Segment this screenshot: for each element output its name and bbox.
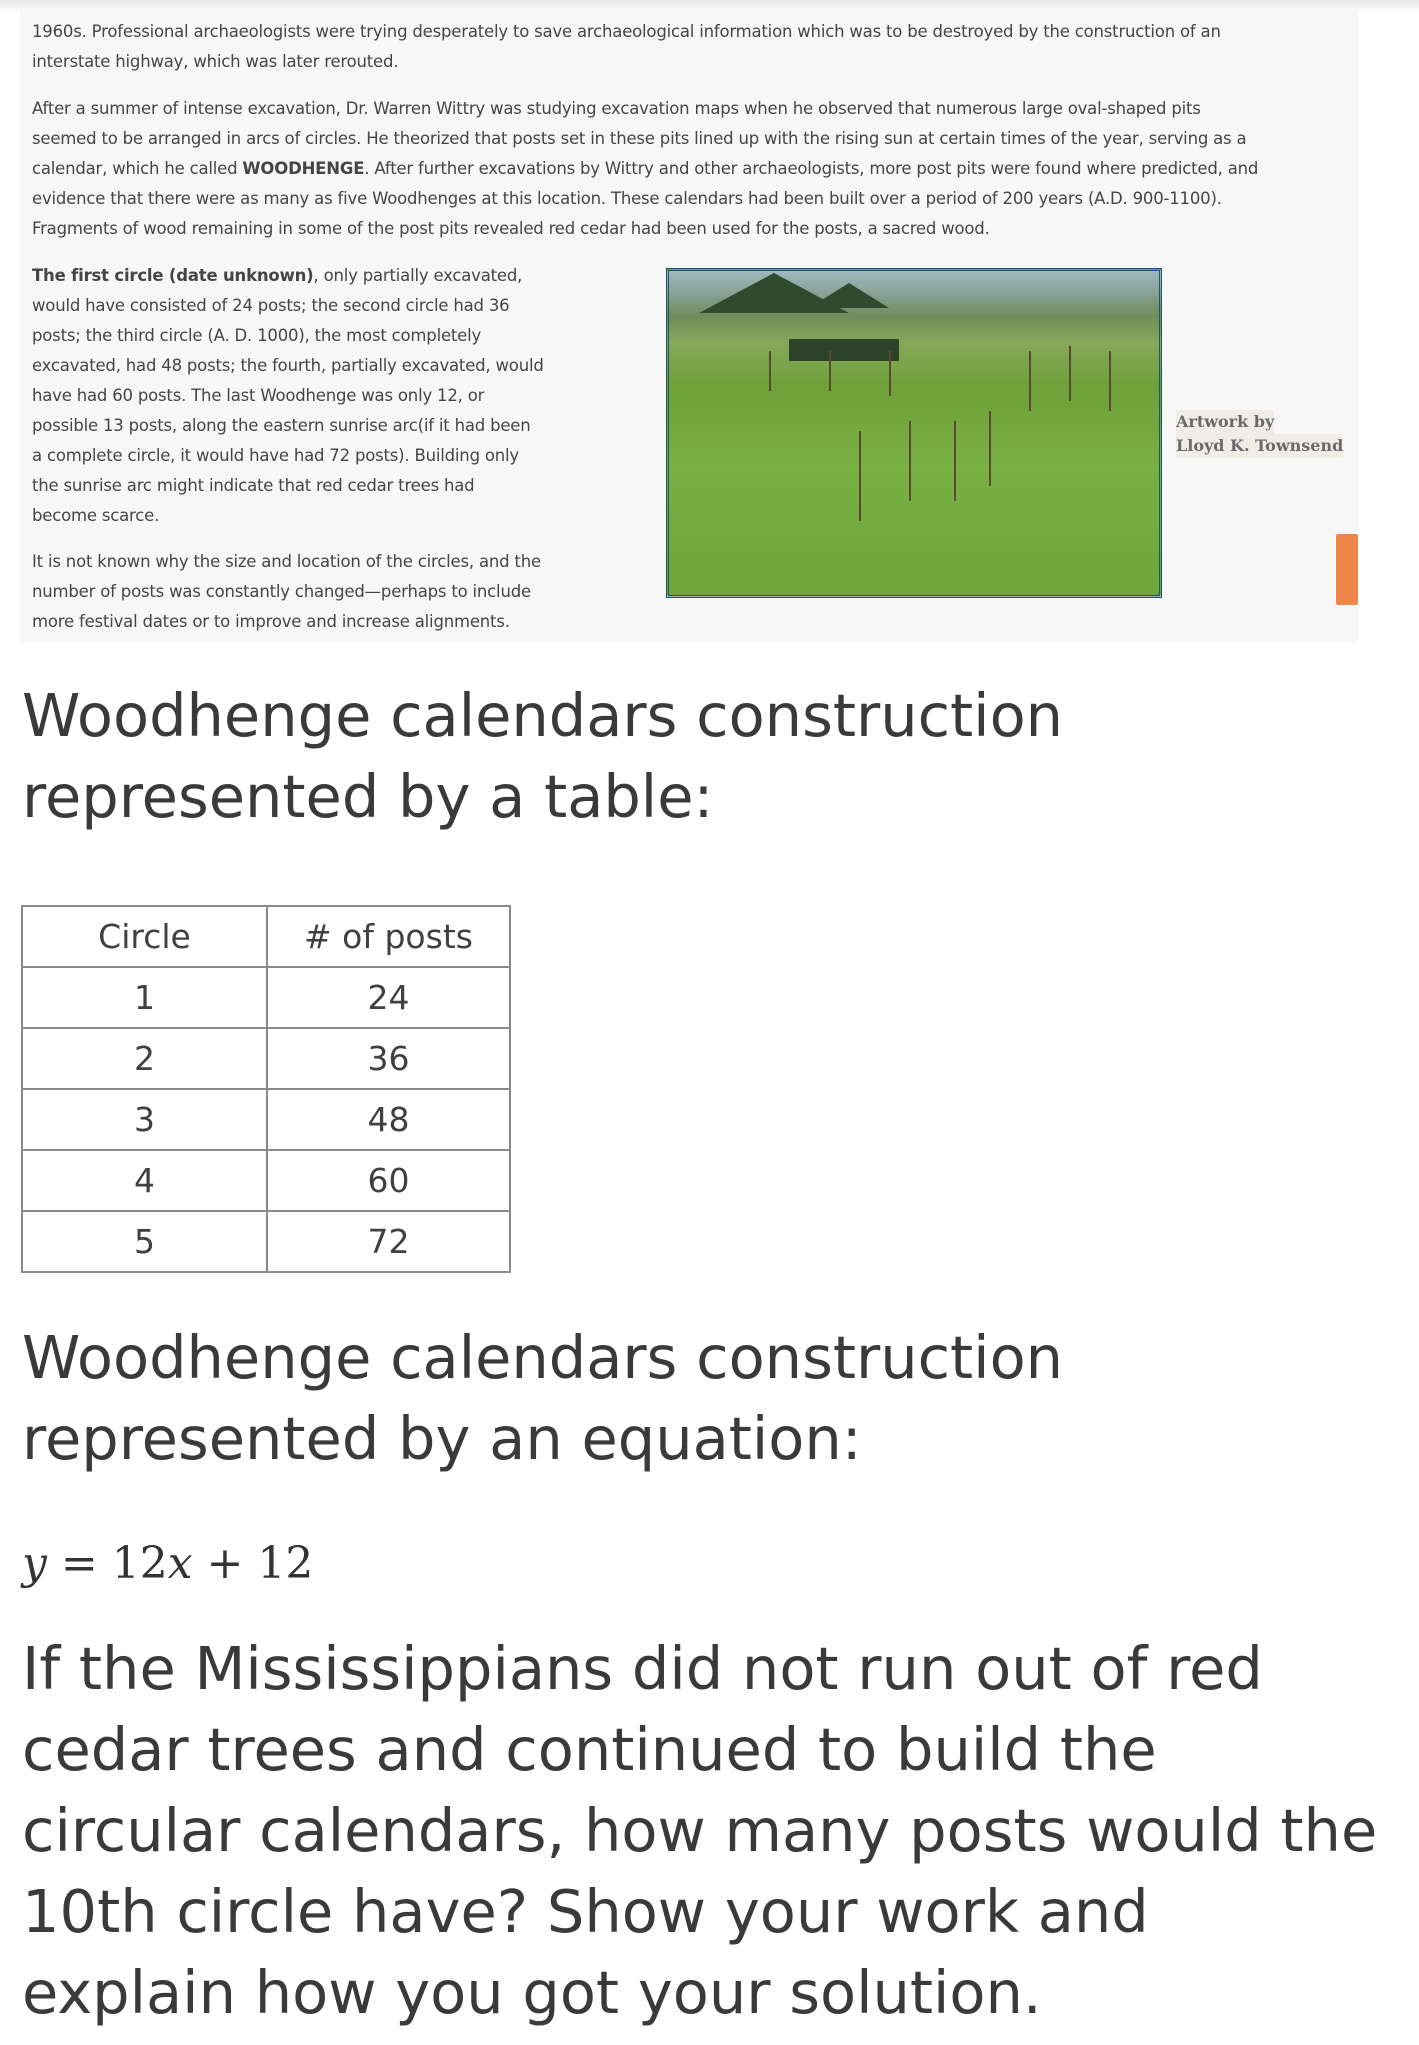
circles-posts-table — [21, 905, 511, 1273]
credit-line: Artwork by — [1176, 410, 1274, 434]
text-line: number of posts was constantly changed—perhaps to include — [32, 582, 531, 601]
heading-line: Woodhenge calendars construction — [22, 1323, 1064, 1392]
header-circle: Circle — [22, 906, 267, 967]
question-line: 10th circle have? Show your work and — [22, 1877, 1149, 1946]
platform-mound — [789, 339, 899, 361]
equation — [22, 1538, 313, 1589]
post — [769, 351, 771, 391]
mound-shape — [809, 283, 889, 308]
table-row — [22, 1211, 510, 1272]
post — [889, 351, 891, 396]
text-line: possible 13 posts, along the eastern sunrise arc(if it had been — [32, 416, 531, 435]
paragraph-circles — [32, 261, 544, 531]
question-line: If the Mississippians did not run out of red — [22, 1634, 1263, 1703]
text-line: excavated, had 48 posts; the fourth, partially excavated, would — [32, 356, 544, 375]
eq-y: y — [22, 1538, 47, 1589]
header-posts: # of posts — [267, 906, 510, 967]
text-line: more festival dates or to improve and increase alignments. — [32, 612, 510, 631]
text-span: . After further excavations by Wittry and other archaeologists, more post pits were found where predicted, and — [364, 159, 1259, 178]
bold-lead: The first circle (date unknown) — [32, 266, 314, 285]
text-line: have had 60 posts. The last Woodhenge was only 12, or — [32, 386, 485, 405]
table-header-row — [22, 906, 510, 967]
text-line: It is not known why the size and location of the circles, and the — [32, 552, 541, 571]
post — [829, 351, 831, 391]
text-line: would have consisted of 24 posts; the second circle had 36 — [32, 296, 510, 315]
cell-circle: 1 — [22, 967, 267, 1028]
paragraph-history — [32, 17, 1221, 77]
text-line: become scarce. — [32, 506, 160, 525]
woodhenge-term: WOODHENGE — [242, 159, 365, 178]
artwork-credit — [1176, 410, 1343, 458]
woodhenge-painting — [666, 268, 1162, 598]
table-row — [22, 1028, 510, 1089]
eq-part: + 12 — [192, 1538, 314, 1589]
table-row — [22, 967, 510, 1028]
question-line: cedar trees and continued to build the — [22, 1715, 1157, 1784]
cell-posts: 24 — [267, 967, 510, 1028]
post — [909, 421, 911, 501]
post — [1109, 351, 1111, 411]
heading-line: represented by an equation: — [22, 1404, 862, 1473]
text-line: After a summer of intense excavation, Dr. Warren Wittry was studying excavation maps when he observed that numerous large oval-shaped pits — [32, 99, 1201, 118]
question-text — [22, 1628, 1377, 2033]
heading-line: Woodhenge calendars construction — [22, 681, 1064, 750]
heading-line: represented by a table: — [22, 762, 714, 831]
question-line: circular calendars, how many posts would the — [22, 1796, 1378, 1865]
cell-posts: 60 — [267, 1150, 510, 1211]
text-line — [32, 154, 1258, 184]
post — [1069, 346, 1071, 401]
cell-circle: 5 — [22, 1211, 267, 1272]
paragraph-unknown — [32, 547, 541, 637]
credit-line: Lloyd K. Townsend — [1176, 434, 1343, 458]
question-line: explain how you got your solution. — [22, 1958, 1042, 2027]
text-line: evidence that there were as many as five Woodhenges at this location. These calendars had been built over a period of 200 years (A.D. 900-1100). — [32, 189, 1222, 208]
text-span: calendar, which he called — [32, 159, 243, 178]
text-line: a complete circle, it would have had 72 posts). Building only — [32, 446, 519, 465]
text-line: Fragments of wood remaining in some of the post pits revealed red cedar had been used for the posts, a sacred wood. — [32, 219, 990, 238]
text-line: the sunrise arc might indicate that red cedar trees had — [32, 476, 475, 495]
text-line: posts; the third circle (A. D. 1000), the most completely — [32, 326, 482, 345]
text-line: 1960s. Professional archaeologists were trying desperately to save archaeological information which was to be destroyed by the construction of an — [32, 22, 1221, 41]
table-row — [22, 1089, 510, 1150]
post — [954, 421, 956, 501]
cell-circle: 3 — [22, 1089, 267, 1150]
table-row — [22, 1150, 510, 1211]
post — [989, 411, 991, 486]
eq-x: x — [167, 1538, 193, 1589]
text-line — [32, 261, 544, 291]
cell-circle: 4 — [22, 1150, 267, 1211]
table-heading — [22, 675, 1063, 837]
post — [1029, 351, 1031, 411]
text-line: interstate highway, which was later rerouted. — [32, 52, 399, 71]
equation-heading — [22, 1317, 1063, 1479]
text-span: , only partially excavated, — [313, 266, 523, 285]
eq-part: = 12 — [46, 1538, 168, 1589]
post — [859, 431, 861, 521]
cell-posts: 72 — [267, 1211, 510, 1272]
cell-posts: 48 — [267, 1089, 510, 1150]
accent-bar — [1336, 534, 1358, 605]
cell-posts: 36 — [267, 1028, 510, 1089]
cell-circle: 2 — [22, 1028, 267, 1089]
paragraph-woodhenge — [32, 94, 1258, 244]
text-line: seemed to be arranged in arcs of circles. He theorized that posts set in these pits lined up with the rising sun at certain times of the year, serving as a — [32, 129, 1247, 148]
